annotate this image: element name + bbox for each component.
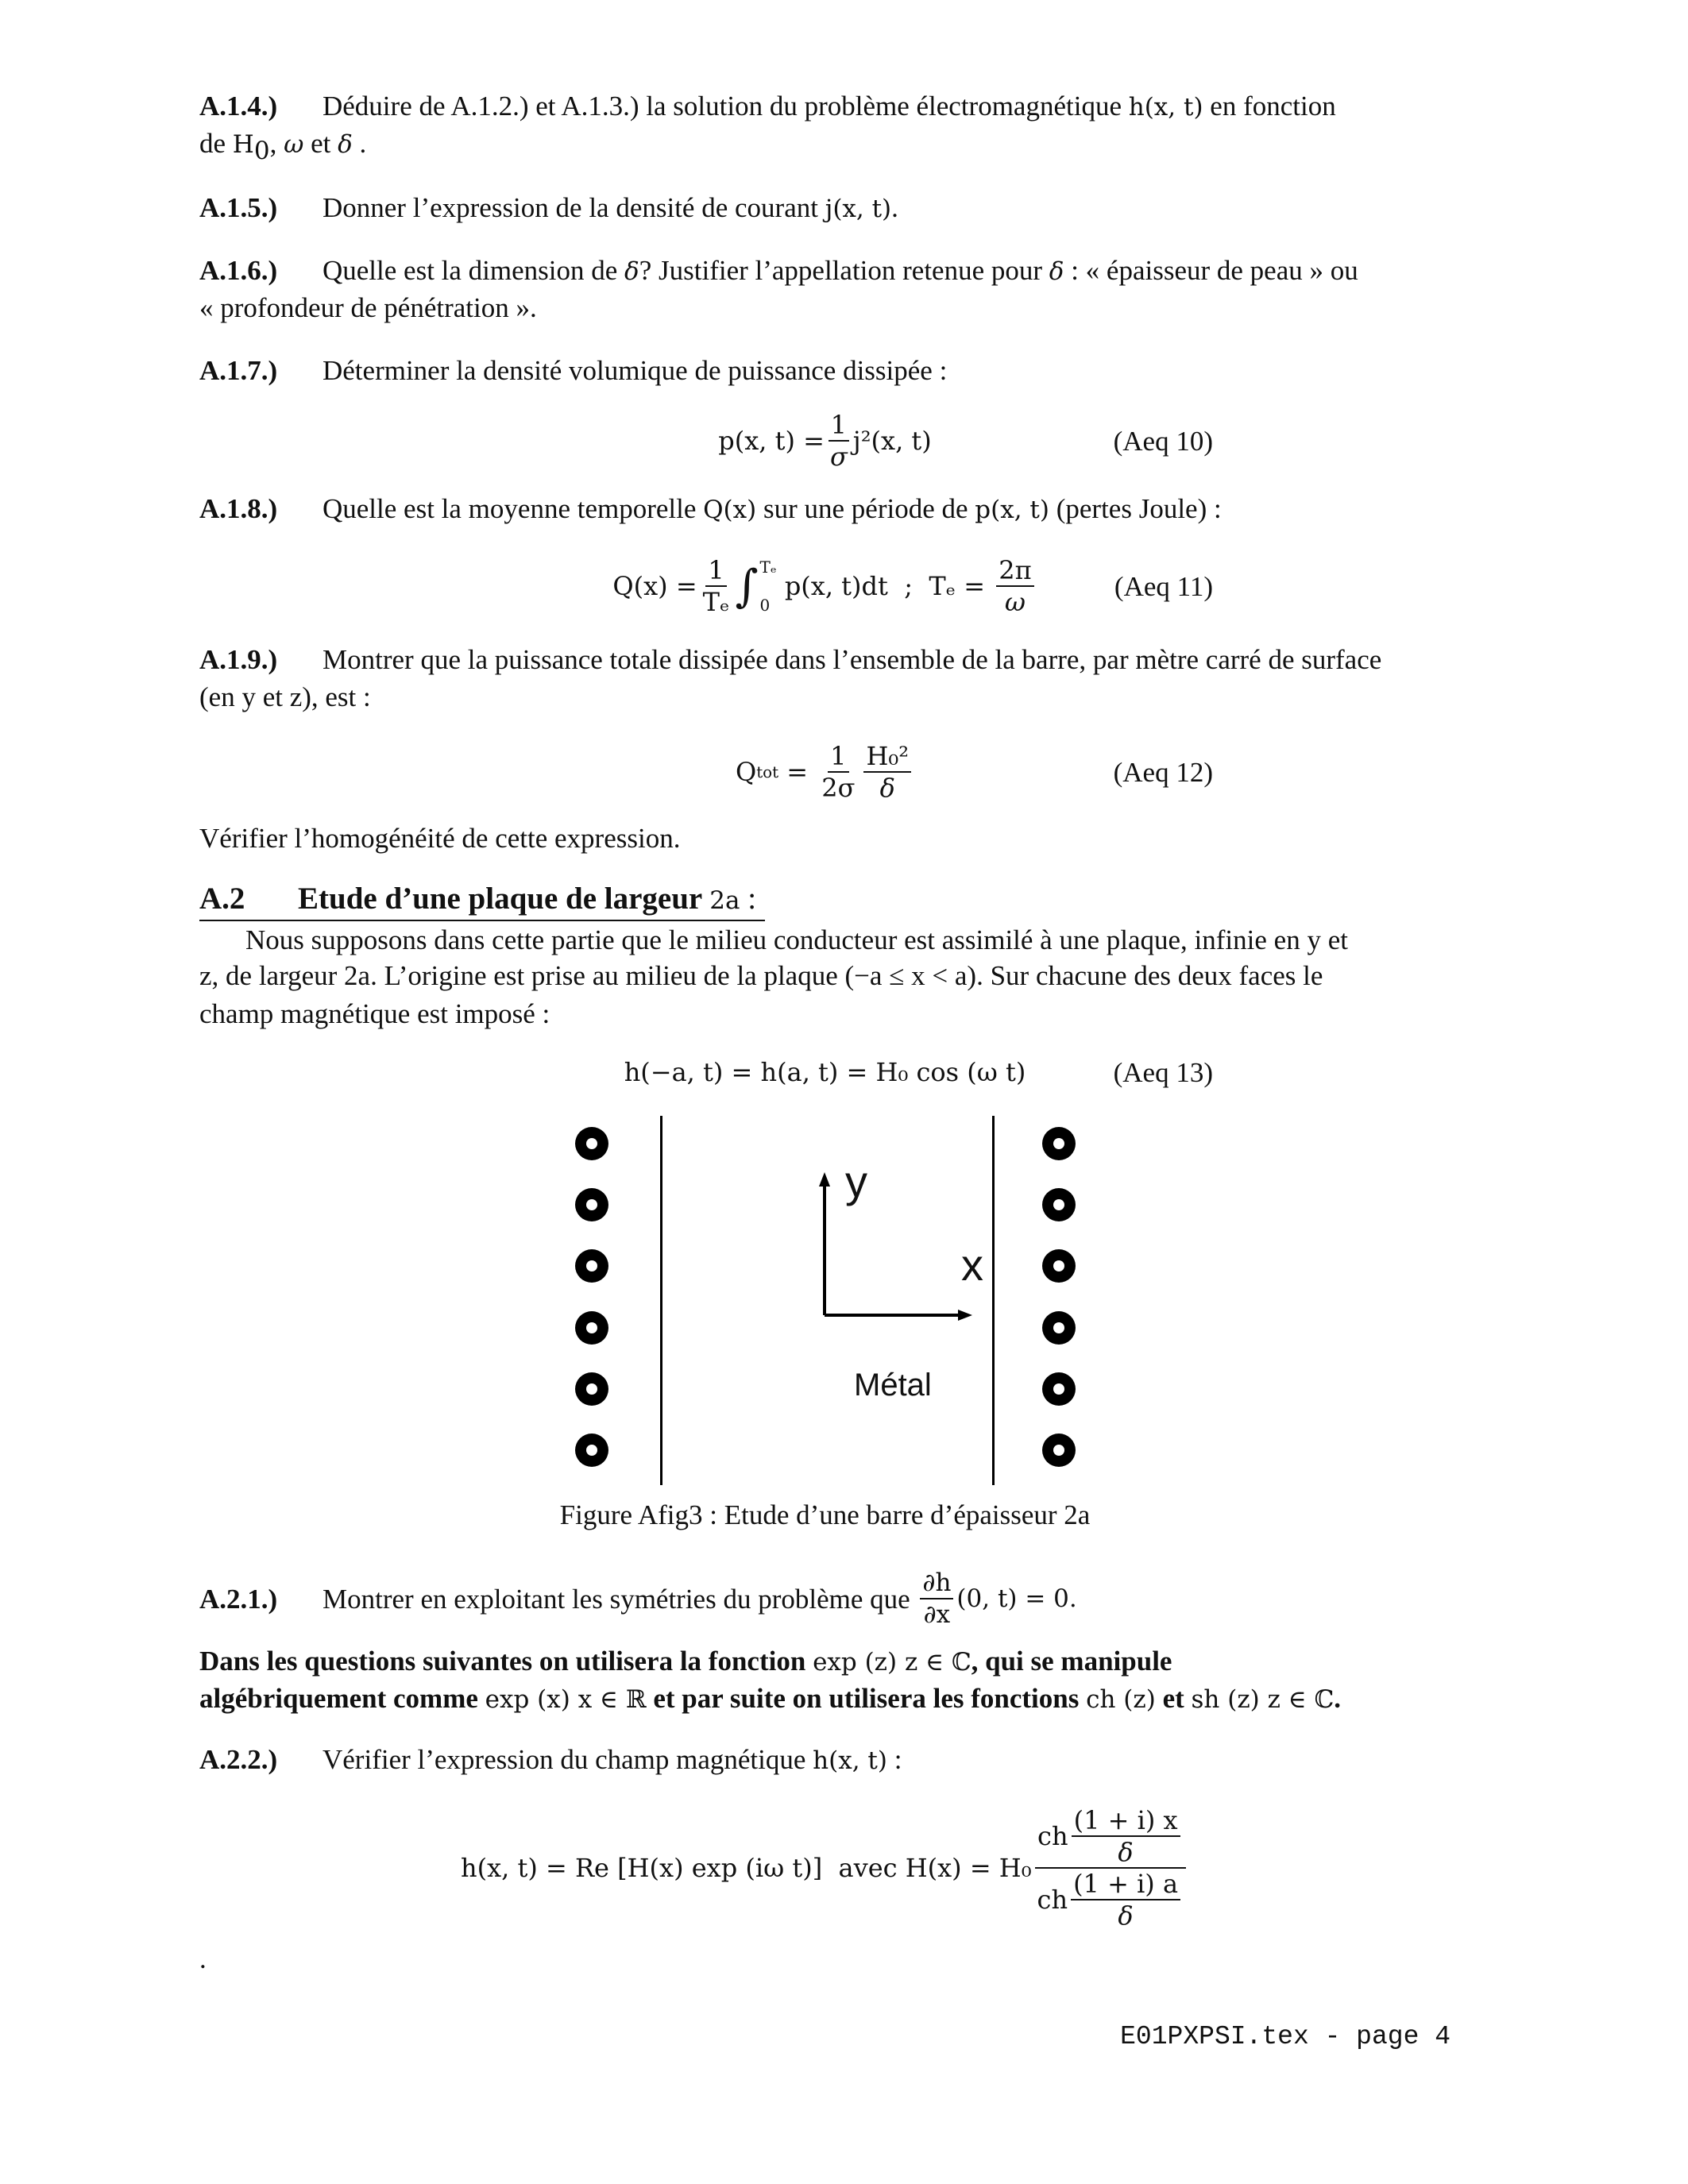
field-out-of-page-icon	[575, 1372, 608, 1406]
field-out-of-page-icon	[1042, 1127, 1076, 1160]
text: (pertes Joule) :	[1049, 493, 1222, 524]
text: Quelle est la moyenne temporelle	[323, 493, 704, 524]
instruction-line	[199, 1680, 1450, 1719]
numerator: 2π	[996, 555, 1033, 587]
q-num: A.2.2.)	[199, 1744, 278, 1775]
text: :	[740, 882, 757, 916]
fraction	[920, 1568, 953, 1630]
math: p(x, t)	[975, 496, 1049, 524]
denominator: δ	[879, 773, 895, 803]
fraction	[819, 741, 857, 803]
question-a14-cont	[199, 125, 1450, 170]
math: ch	[1037, 1885, 1068, 1915]
numerator: (1 + i) x	[1072, 1805, 1180, 1837]
numerator: 1	[828, 741, 848, 773]
text: .	[352, 128, 367, 159]
right-face-line	[992, 1116, 995, 1485]
text: Montrer que la puissance totale dissipée dans l’ensemble de la barre, par mètre carré de surface	[323, 644, 1382, 675]
equation-tag: (Aeq 11)	[1114, 570, 1213, 602]
field-out-of-page-icon	[575, 1188, 608, 1221]
math: exp (z) z ∈ ℂ	[813, 1648, 971, 1677]
question-a19-cont: (en y et z), est :	[199, 681, 371, 712]
equation-aeq11	[199, 548, 1450, 624]
math: Q	[735, 757, 757, 787]
field-out-of-page-icon	[1042, 1311, 1076, 1345]
field-out-of-page-icon	[575, 1433, 608, 1467]
fraction	[863, 741, 911, 803]
denominator: ω	[1004, 587, 1026, 617]
text: .	[891, 192, 898, 223]
lower-bound: 0	[759, 596, 771, 615]
text: et	[303, 128, 338, 159]
math: δ	[338, 130, 353, 159]
text: Montrer en exploitant les symétries du problème que	[323, 1583, 917, 1615]
numerator: 1	[829, 410, 849, 442]
math: H	[232, 130, 254, 159]
paragraph-line: champ magnétique est imposé :	[199, 998, 550, 1029]
field-out-of-page-icon	[1042, 1188, 1076, 1221]
q-num: A.1.7.)	[199, 355, 278, 386]
numerator: H₀²	[863, 741, 911, 773]
math: tot	[756, 762, 779, 781]
math: exp (x) x ∈ ℝ	[485, 1685, 647, 1714]
math: h(x, t)	[813, 1746, 887, 1775]
q-num: A.1.5.)	[199, 192, 278, 223]
denominator: ∂x	[923, 1600, 951, 1629]
math: 2a	[709, 886, 740, 915]
field-out-of-page-icon	[1042, 1372, 1076, 1406]
math: δ	[624, 257, 639, 286]
text: Quelle est la dimension de	[323, 255, 625, 286]
question-a15	[199, 189, 1450, 228]
equation-aeq13	[199, 1053, 1450, 1091]
question-a19	[199, 641, 1450, 678]
math: ch	[1037, 1821, 1068, 1851]
left-face-line	[660, 1116, 662, 1485]
field-out-of-page-icon	[1042, 1433, 1076, 1467]
text: Dans les questions suivantes on utilisera la fonction	[199, 1646, 813, 1677]
section-heading	[199, 880, 1450, 920]
axes-arrows-icon	[794, 1167, 985, 1326]
page-footer: E01PXPSI.tex - page 4	[1120, 2022, 1450, 2051]
math: (0, t) = 0.	[956, 1584, 1077, 1613]
math: p(x, t)dt ; Tₑ =	[776, 571, 994, 601]
question-a22	[199, 1741, 1450, 1780]
fraction	[1035, 1805, 1187, 1931]
question-a18	[199, 490, 1450, 529]
text: et	[1155, 1683, 1192, 1714]
math: h(x, t)	[1128, 93, 1203, 122]
q-num: A.1.4.)	[199, 91, 278, 122]
denominator: σ	[829, 442, 848, 472]
math: h(x, t) = Re [H(x) exp (iω t)] avec H(x) = H₀	[460, 1853, 1032, 1883]
text: sur une période de	[756, 493, 975, 524]
field-out-of-page-icon	[575, 1127, 608, 1160]
fraction	[996, 555, 1033, 617]
text: ,	[269, 128, 284, 159]
section-title: Etude d’une plaque de largeur	[298, 882, 710, 916]
verify-text: Vérifier l’homogénéité de cette expression.	[199, 823, 681, 854]
equation-aeq10	[199, 409, 1450, 473]
math: h(−a, t) = h(a, t) = H₀ cos (ω t)	[624, 1057, 1026, 1087]
text: Déterminer la densité volumique de puissance dissipée :	[323, 355, 948, 386]
equation-tag: (Aeq 12)	[1113, 756, 1213, 788]
paragraph-line: Nous supposons dans cette partie que le milieu conducteur est assimilé à une plaque, infinie en y et	[245, 924, 1348, 955]
math: p(x, t) =	[718, 426, 825, 456]
text: : « épaisseur de peau » ou	[1064, 255, 1358, 286]
equation-tag: (Aeq 13)	[1113, 1056, 1213, 1088]
numerator: (1 + i) a	[1071, 1869, 1180, 1900]
text: Déduire de A.1.2.) et A.1.3.) la solution du problème électromagnétique	[323, 91, 1122, 122]
math: Q(x) =	[612, 571, 697, 601]
section-number: A.2	[199, 882, 245, 916]
question-a16-cont: « profondeur de pénétration ».	[199, 292, 537, 323]
equation-aeq12	[199, 739, 1450, 805]
fraction	[701, 555, 732, 617]
text: :	[886, 1744, 902, 1775]
text: en fonction	[1210, 91, 1336, 122]
text: Vérifier l’expression du champ magnétique	[323, 1744, 813, 1775]
math: j(x, t)	[825, 195, 892, 223]
math: Q(x)	[703, 496, 757, 524]
upper-bound: Tₑ	[759, 558, 777, 577]
math: ω	[284, 130, 304, 159]
math: j²(x, t)	[852, 426, 932, 456]
denominator: 2σ	[821, 773, 856, 803]
text: .	[1334, 1683, 1342, 1714]
question-a17	[199, 352, 1450, 389]
instruction-line	[199, 1642, 1450, 1681]
equation-tag: (Aeq 10)	[1113, 425, 1213, 457]
q-num: A.1.8.)	[199, 493, 278, 524]
question-a14	[199, 87, 1450, 126]
numerator: ∂h	[920, 1568, 953, 1599]
text: ? Justifier l’appellation retenue pour	[639, 255, 1049, 286]
field-out-of-page-icon	[1042, 1249, 1076, 1283]
math: 0	[253, 137, 270, 165]
figure-caption: Figure Afig3 : Etude d’une barre d’épaisseur 2a	[559, 1499, 1091, 1530]
equation-h-field	[199, 1796, 1450, 1939]
field-out-of-page-icon	[575, 1311, 608, 1345]
denominator: δ	[1118, 1837, 1134, 1867]
text: , qui se manipule	[971, 1646, 1172, 1677]
numerator: 1	[705, 555, 726, 587]
stray-period: .	[199, 1943, 207, 1974]
math: δ	[1049, 257, 1064, 286]
x-axis-label: x	[961, 1240, 983, 1290]
text: algébriquement comme	[199, 1683, 485, 1714]
text: de	[199, 128, 226, 159]
field-out-of-page-icon	[575, 1249, 608, 1283]
integral-sign: ∫	[735, 560, 759, 612]
denominator: Tₑ	[702, 587, 730, 617]
denominator: δ	[1118, 1900, 1134, 1931]
math: sh (z) z ∈ ℂ	[1191, 1685, 1335, 1714]
math: =	[778, 757, 817, 787]
metal-label: Métal	[854, 1368, 932, 1403]
question-a16	[199, 252, 1450, 291]
text: et par suite on utilisera les fonctions	[646, 1683, 1087, 1714]
paragraph-line: z, de largeur 2a. L’origine est prise au milieu de la plaque (−a ≤ x < a). Sur chacune des deux faces le	[199, 960, 1323, 991]
y-axis-label: y	[845, 1156, 867, 1206]
text: Donner l’expression de la densité de courant	[323, 192, 825, 223]
fraction	[828, 410, 850, 472]
q-num: A.2.1.)	[199, 1583, 278, 1615]
question-a21	[199, 1563, 1450, 1634]
q-num: A.1.9.)	[199, 644, 278, 675]
q-num: A.1.6.)	[199, 255, 278, 286]
math: ch (z)	[1086, 1685, 1156, 1714]
